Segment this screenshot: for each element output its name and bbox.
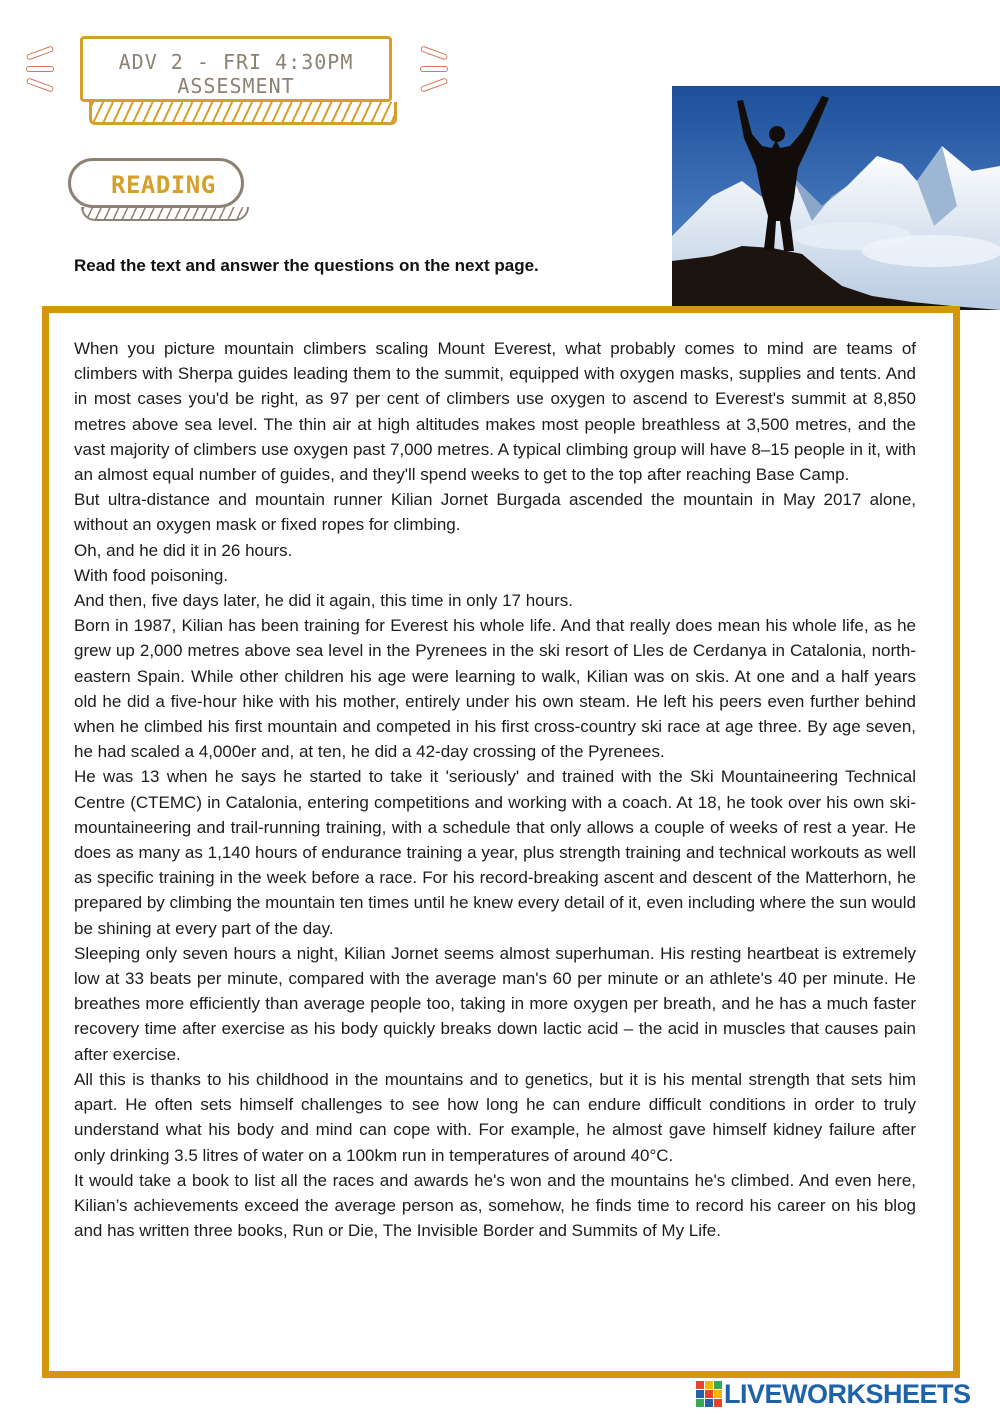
logo-grid-icon [696, 1381, 722, 1407]
header-title-box [80, 36, 392, 102]
liveworksheets-logo[interactable] [696, 1380, 971, 1408]
mountain-climber-illustration [672, 86, 1000, 310]
article-paragraph: Oh, and he did it in 26 hours. [74, 540, 293, 560]
article-paragraph: All this is thanks to his childhood in the mountains and to genetics, but it is his mental strength that sets him apart. He often sets himself challenges to see how long he can endure difficult conditions in order to truly understand what his body and mind can cope with. For example, he almost gave himself kidney failure after only drinking 3.5 litres of water on a 100km run in temperatures of around 40°C. [74, 1069, 916, 1165]
right-sparkle-icon [420, 48, 450, 98]
article-body [74, 336, 916, 1243]
instruction-text: Read the text and answer the questions on the next page. [74, 256, 539, 275]
mountain-climber-photo [672, 86, 1000, 310]
reading-box-stripes [81, 207, 249, 221]
article-paragraph: With food poisoning. [74, 565, 229, 585]
reading-label: READING [111, 171, 216, 199]
article-paragraph: He was 13 when he says he started to take it 'seriously' and trained with the Ski Mountaineering Technical Centre (CTEMC) in Catalonia, entering competitions and working with a coach. At 18, he took over his own ski-mountaineering and trail-running training, with a schedule that only allows a couple of weeks of rest a year. He does as many as 1,140 hours of endurance training a year, plus strength training and technical workouts as well as specific training in the week before a race. For his record-breaking ascent and descent of the Matterhorn, he prepared by climbing the mountain ten times until he knew every detail of it, even including where the sun would be shining at every part of the day. [74, 767, 916, 938]
article-paragraph: When you picture mountain climbers scaling Mount Everest, what probably comes to mind are teams of climbers with Sherpa guides leading them to the summit, equipped with oxygen masks, supplies and tents. And in most cases you'd be right, as 97 per cent of climbers use oxygen to ascend to Everest's summit at 8,850 metres above sea level. The thin air at high altitudes makes most people breathless at 3,500 metres, and the vast majority of climbers use oxygen past 7,000 metres. A typical climbing group will have 8–15 people in it, with an almost equal number of guides, and they'll spend weeks to get to the top after reaching Base Camp. [74, 339, 916, 485]
article-paragraph: Born in 1987, Kilian has been training for Everest his whole life. And that really does mean his whole life, as he grew up 2,000 metres above sea level in the Pyrenees in the ski resort of Lles de Cerdanya in Catalonia, north-eastern Spain. While other children his age were learning to walk, Kilian was on skis. At one and a half years old he did a five-hour hike with his mother, entirely under his own steam. He left his peers even further behind when he climbed his first mountain and competed in his first cross-country ski race at age three. By age seven, he had scaled a 4,000er and, at ten, he did a 42-day crossing of the Pyrenees. [74, 616, 916, 762]
header-box-stripes [89, 102, 397, 125]
article-paragraph: But ultra-distance and mountain runner Kilian Jornet Burgada ascended the mountain in May 2017 alone, without an oxygen mask or fixed ropes for climbing. [74, 490, 916, 535]
article-paragraph: Sleeping only seven hours a night, Kilian Jornet seems almost superhuman. His resting heartbeat is extremely low at 33 beats per minute, compared with the average man's 60 per minute or an athlete's 40 per minute. He breathes more efficiently than average people too, taking in more oxygen per breath, and he has a much faster recovery time after exercise as his body quickly breaks down lactic acid – the acid in muscles that causes pain after exercise. [74, 943, 916, 1064]
left-sparkle-icon [26, 48, 56, 98]
header-class-label: ADV 2 - FRI 4:30PM [118, 50, 354, 74]
header-assessment-label: ASSESMENT [177, 74, 295, 98]
article-paragraph: It would take a book to list all the races and awards he's won and the mountains he's climbed. And even here, Kilian’s achievements exceed the average person as, somehow, he finds time to record his career on his blog and has written three books, Run or Die, The Invisible Border and Summits of My Life. [74, 1170, 916, 1241]
article-paragraph: And then, five days later, he did it again, this time in only 17 hours. [74, 591, 573, 611]
reading-label-box [68, 158, 244, 208]
logo-text: LIVEWORKSHEETS [724, 1378, 971, 1409]
